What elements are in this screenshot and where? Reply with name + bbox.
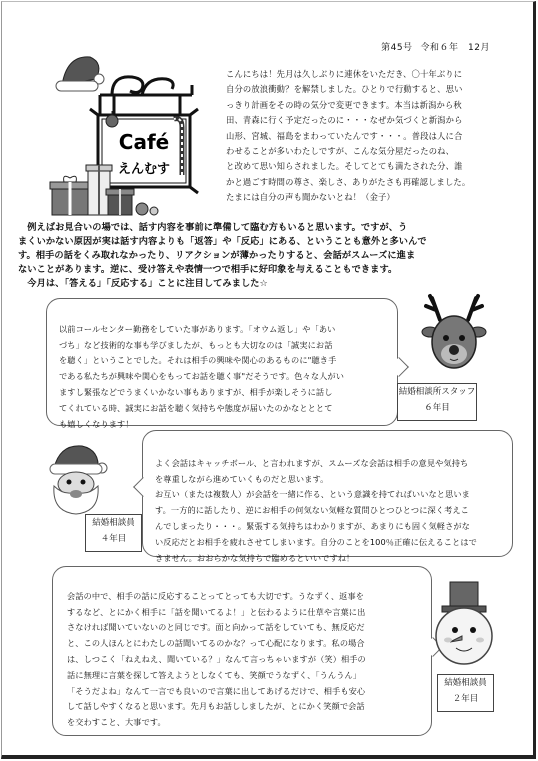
santa-face-icon <box>42 440 110 516</box>
comment-text-2: よく会話はキャッチボール、と言われますが、スムーズな会話は相手の意見や気持ち を尊重しながら進めていくものだと思います。 お互い（または複数人）が会話を一緒に作る、という意識を持てればいいなと思いま す。一方的に話したり、逆にお相手の何気ない気軽な質問ひとつひとつに深く考えこ んでしまったり・・・。緊張する気持ちはわかりますが、あまりにも固く気軽さがな い反応だとお相手を疲れさせてしまいます。自分のことを100％正確に伝えることはで きません。おおらかな気持ちで臨めるといいですね！ <box>155 457 477 563</box>
santa-hat-icon <box>56 57 104 91</box>
cafe-title: Café <box>118 130 170 154</box>
snowman-icon <box>428 576 500 668</box>
comment-bubble-3 <box>52 566 432 736</box>
comment-text-1: 以前コールセンター勤務をしていた事があります。「オウム返し」や「あい づち」など技術的な事も学びましたが、もっとも大切なのは「誠実にお話 を聴く」ということでした。それは相手の興味や関心のあるものに"聴き手 である私たちが興味や関心をもってお話を聴く事"だそうです。色々な人がい ますし緊張などでうまくいかない事もありますが、相手が楽しそうに話し てくれている時、誠実にお話を聴く気持ちや態度が届いたのかなとととて も嬉しくなります！ <box>59 323 344 429</box>
issue-header <box>373 40 490 53</box>
comment-text-3: 会話の中で、相手の話に反応することってとっても大切です。うなずく、返事を するなど、とにかく相手に「話を聞いてるよ！」と伝わるように仕草や言葉に出 さなければ聞いていないのと同じです。面と向かって話をしていても、無反応だ と、この人ほんとにわたしの話聞いてるのかな？って心配になります。私の場合 は、しつこく「ねえねえ、聞いている？」なんて言っちゃいますが（笑）相手の 話に無理に言葉を探して答えようとしなくても、笑顔でうなずく、「うんうん」 「そうだよね」なんて一言でも良いので言葉に出してあげるだけで、相手も安心 して話しやすくなると思います。先月もお話ししましたが、とにかく笑顔で会話 を交わすこと、大事です。 <box>67 590 366 728</box>
speaker-label-1: 結婚相談所スタッフ ６年目 <box>397 383 477 421</box>
cafe-sign-illustration <box>42 45 207 220</box>
issue-date: 令和６年 12月 <box>420 43 490 53</box>
speaker-label-3: 結婚相談員 ２年目 <box>437 674 494 712</box>
ornament-icon <box>106 111 118 127</box>
cafe-subtitle: えんむす <box>117 162 171 177</box>
comment-bubble-1 <box>46 298 398 429</box>
lead-paragraph: 例えばお見合いの場では、話す内容を事前に準備して臨む方もいると思います。ですが、う まくいかない原因が実は話す内容よりも「返答」や「反応」にある、ということも意外と多いんで す。相手の話をくみ取れなかったり、リアクションが薄かったりすると、会話がスムーズに進ま ないことがあります。逆に、受け答えや表情一つで相手に好印象を与えることもできます。 今月は、「答える」「反応する」ことに注目してみました☆ <box>18 222 427 290</box>
issue-number: 第45号 <box>381 43 413 53</box>
intro-paragraph: こんにちは！先月は久しぶりに連休をいただき、〇十年ぶりに 自分の放浪衝動？を解禁しました。ひとりで行動すると、思い っきり計画をその時の気分で変更できます。本当は新潟から秋 田、青森に行く予定だったのに・・・なぜか気づくと新潟から 山形、宮城、福島をまわっていたんです・・・。普段は人に合 わせることが多いわたしですが、こんな気分屋だったのね、 と改めて思い知らされました。そしてとても満たされた分、誰 かと過ごす時間の尊さ、楽しさ、ありがたさも再確認しました。 たまには自分の声も聞かないとね！（金子） <box>226 69 471 203</box>
speaker-label-2: 結婚相談員 ４年目 <box>85 514 142 552</box>
comment-bubble-2 <box>142 430 513 563</box>
reindeer-icon <box>418 292 490 374</box>
